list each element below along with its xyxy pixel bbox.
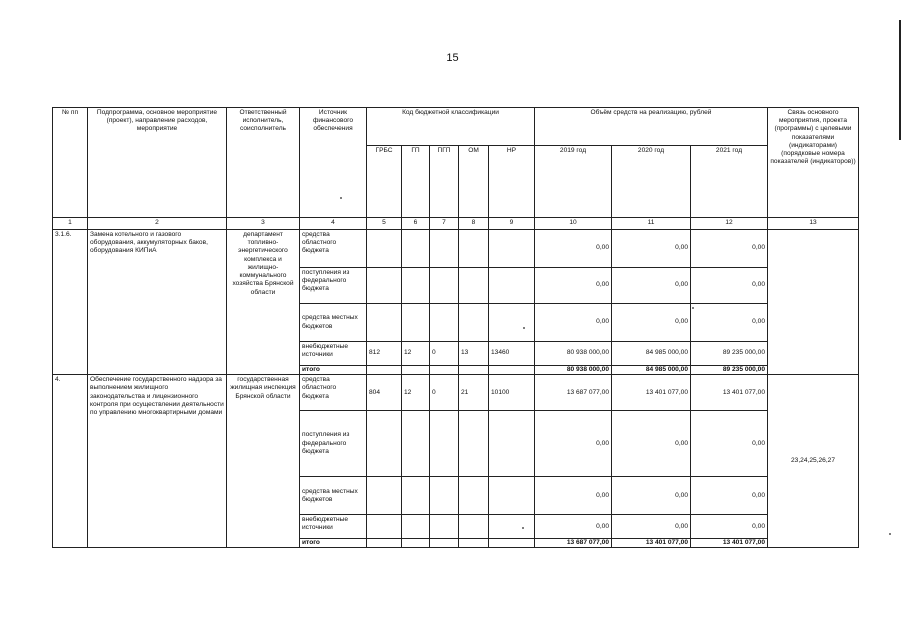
code-grbs: 812	[367, 342, 402, 366]
code-pgp	[430, 304, 459, 342]
header-cell-2020: 2020 год	[612, 146, 691, 218]
column-number: 12	[691, 218, 768, 230]
funding-source: средства местных бюджетов	[300, 304, 367, 342]
code-nr	[489, 230, 535, 268]
amount-2020: 0,00	[612, 515, 691, 539]
code-nr	[489, 411, 535, 477]
amount-2021: 89 235 000,00	[691, 342, 768, 366]
amount-2020: 0,00	[612, 411, 691, 477]
code-nr	[489, 515, 535, 539]
code-gp: 12	[402, 342, 430, 366]
code-pgp	[430, 411, 459, 477]
code-nr: 13460	[489, 342, 535, 366]
code-gp	[402, 477, 430, 515]
code-om	[459, 304, 489, 342]
column-number: 5	[367, 218, 402, 230]
header-cell-om: ОМ	[459, 146, 489, 218]
code-grbs	[367, 304, 402, 342]
amount-2019: 0,00	[535, 304, 612, 342]
section-executor: государственная жилищная инспекция Брянской области	[227, 375, 300, 548]
code-grbs: 804	[367, 375, 402, 411]
code-gp	[402, 230, 430, 268]
code-nr	[489, 304, 535, 342]
amount-2019: 0,00	[535, 477, 612, 515]
code-om	[459, 477, 489, 515]
code-gp	[402, 515, 430, 539]
amount-2020: 0,00	[612, 268, 691, 304]
amount-2021: 0,00	[691, 411, 768, 477]
amount-2019: 80 938 000,00	[535, 342, 612, 366]
total-label: итого	[300, 539, 367, 548]
column-number: 9	[489, 218, 535, 230]
code-gp	[402, 304, 430, 342]
funding-source: поступления из федерального бюджета	[300, 268, 367, 304]
funding-source: внебюджетные источники	[300, 515, 367, 539]
code-pgp	[430, 230, 459, 268]
code-om	[459, 230, 489, 268]
code-om	[459, 411, 489, 477]
page-number: 15	[446, 52, 459, 64]
amount-2021: 0,00	[691, 515, 768, 539]
column-number: 8	[459, 218, 489, 230]
amount-2019: 0,00	[535, 268, 612, 304]
amount-2020: 0,00	[612, 477, 691, 515]
amount-2020: 0,00	[612, 304, 691, 342]
amount-2019: 13 687 077,00	[535, 375, 612, 411]
header-cell-2021: 2021 год	[691, 146, 768, 218]
code-pgp: 0	[430, 342, 459, 366]
header-cell-2019: 2019 год	[535, 146, 612, 218]
funding-source: средства областного бюджета	[300, 230, 367, 268]
column-number: 11	[612, 218, 691, 230]
amount-2021: 0,00	[691, 304, 768, 342]
code-gp	[402, 268, 430, 304]
section-executor: департамент топливно-энергетического комплекса и жилищно-коммунального хозяйства Брянской области	[227, 230, 300, 375]
header-cell-nr: НР	[489, 146, 535, 218]
column-number: 2	[88, 218, 227, 230]
header-cell-program: Подпрограмма, основное мероприятие (проект), направление расходов, мероприятие	[88, 108, 227, 218]
total-label: итого	[300, 366, 367, 375]
header-cell-volume-group: Объём средств на реализацию, рублей	[535, 108, 768, 146]
column-number: 10	[535, 218, 612, 230]
code-nr	[489, 477, 535, 515]
code-om	[459, 268, 489, 304]
column-number: 4	[300, 218, 367, 230]
header-cell-grbs: ГРБС	[367, 146, 402, 218]
amount-2019: 0,00	[535, 411, 612, 477]
code-pgp: 0	[430, 375, 459, 411]
funding-source: поступления из федерального бюджета	[300, 411, 367, 477]
amount-2021: 0,00	[691, 268, 768, 304]
scan-edge-line	[899, 20, 901, 140]
section-number: 3.1.6.	[53, 230, 88, 375]
code-om	[459, 515, 489, 539]
code-nr	[489, 268, 535, 304]
section-title: Обеспечение государственного надзора за выполнением жилищного законодательства и лицензионного контроля при осуществлении деятельности по управлению многоквартирными домами	[88, 375, 227, 548]
column-number: 6	[402, 218, 430, 230]
code-grbs	[367, 477, 402, 515]
amount-2021: 0,00	[691, 477, 768, 515]
funding-source: внебюджетные источники	[300, 342, 367, 366]
code-grbs	[367, 230, 402, 268]
code-pgp	[430, 477, 459, 515]
amount-2019: 0,00	[535, 230, 612, 268]
total-2019: 13 687 077,00	[535, 539, 612, 548]
total-2020: 13 401 077,00	[612, 539, 691, 548]
column-number: 1	[53, 218, 88, 230]
total-2021: 89 235 000,00	[691, 366, 768, 375]
section-number: 4.	[53, 375, 88, 548]
budget-table	[52, 107, 859, 548]
total-2019: 80 938 000,00	[535, 366, 612, 375]
total-2021: 13 401 077,00	[691, 539, 768, 548]
header-cell-link: Связь основного мероприятия, проекта (программы) с целевыми показателями (индикаторами) (порядковые номера показателей (индикаторов))	[768, 108, 859, 218]
code-pgp	[430, 515, 459, 539]
amount-2019: 0,00	[535, 515, 612, 539]
amount-2020: 84 985 000,00	[612, 342, 691, 366]
code-grbs	[367, 268, 402, 304]
indicator-link	[768, 230, 859, 375]
column-number: 7	[430, 218, 459, 230]
header-cell-pgp: ПГП	[430, 146, 459, 218]
code-om: 21	[459, 375, 489, 411]
total-2020: 84 985 000,00	[612, 366, 691, 375]
table-row	[53, 230, 859, 268]
header-cell-source: Источник финансового обеспечения	[300, 108, 367, 218]
funding-source: средства областного бюджета	[300, 375, 367, 411]
header-cell-code-group: Код бюджетной классификации	[367, 108, 535, 146]
table-row	[53, 375, 859, 411]
header-cell-executor: Ответственный исполнитель, соисполнитель	[227, 108, 300, 218]
code-grbs	[367, 411, 402, 477]
scan-speck	[889, 533, 891, 535]
amount-2020: 0,00	[612, 230, 691, 268]
code-gp: 12	[402, 375, 430, 411]
amount-2020: 13 401 077,00	[612, 375, 691, 411]
amount-2021: 13 401 077,00	[691, 375, 768, 411]
column-number-row	[53, 218, 859, 230]
code-om: 13	[459, 342, 489, 366]
funding-source: средства местных бюджетов	[300, 477, 367, 515]
code-pgp	[430, 268, 459, 304]
section-title: Замена котельного и газового оборудования, аккумуляторных баков, оборудования КИПиА	[88, 230, 227, 375]
indicator-link: 23,24,25,26,27	[768, 375, 859, 548]
amount-2021: 0,00	[691, 230, 768, 268]
code-nr: 10100	[489, 375, 535, 411]
header-cell-gp: ГП	[402, 146, 430, 218]
column-number: 3	[227, 218, 300, 230]
code-gp	[402, 411, 430, 477]
code-grbs	[367, 515, 402, 539]
header-cell-num: № пп	[53, 108, 88, 218]
column-number: 13	[768, 218, 859, 230]
